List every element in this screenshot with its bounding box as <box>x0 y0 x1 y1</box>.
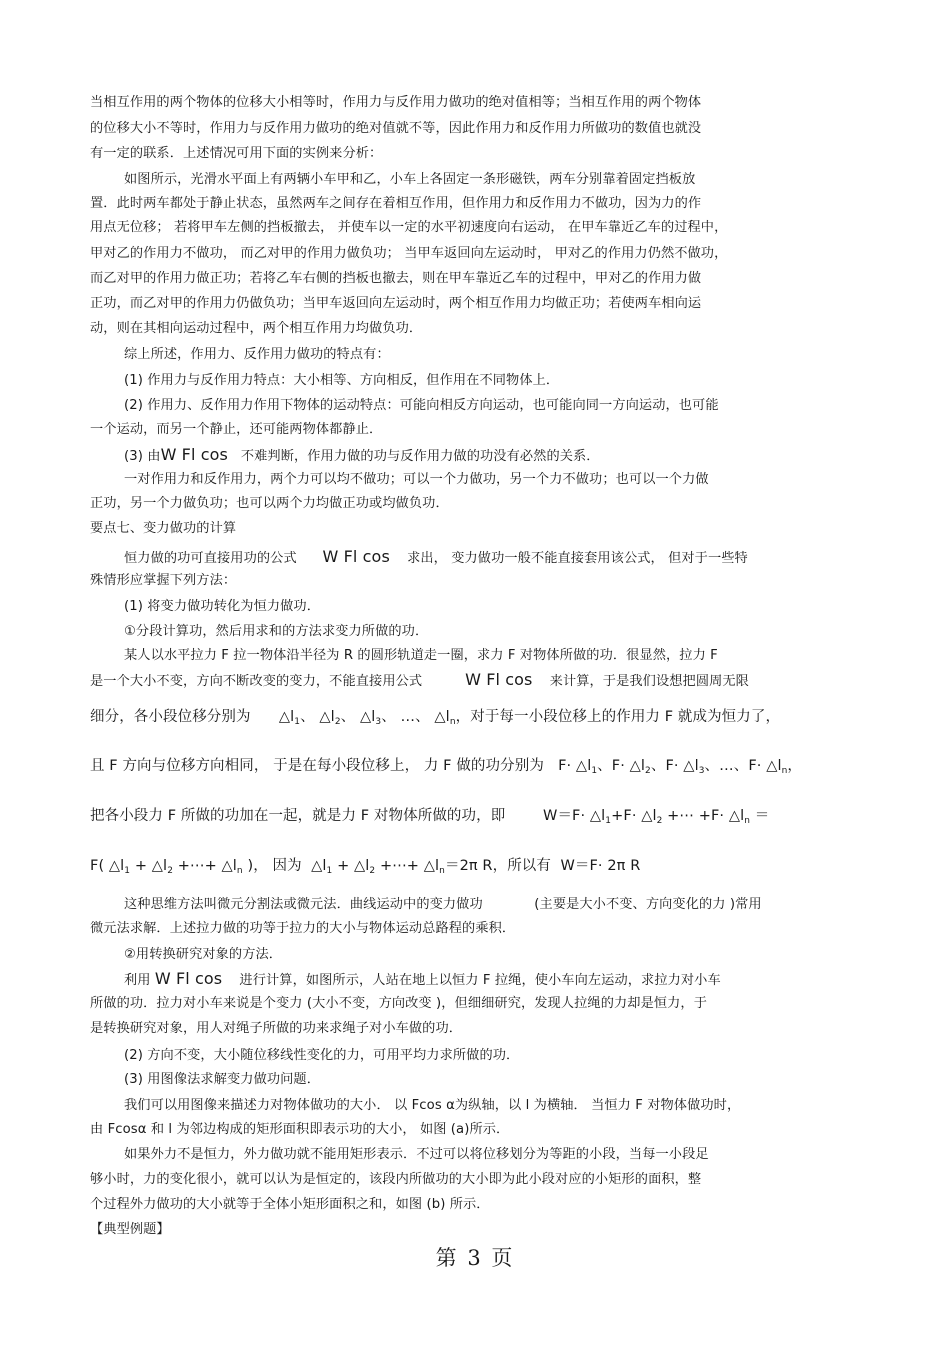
separator: 、 <box>650 758 666 774</box>
text-line: 当相互作用的两个物体的位移大小相等时，作用力与反作用力做功的绝对值相等；当相互作用的两个物体 <box>90 95 702 110</box>
separator: ， <box>787 758 802 774</box>
text-line: (3) 用图像法求解变力做功问题． <box>124 1072 321 1087</box>
text-line: (2) 作用力、反作用力作用下物体的运动特点：可能向相反方向运动，也可能向同一方向运动，也可能 <box>124 398 719 413</box>
text-line <box>124 548 748 568</box>
text-line: (2) 方向不变，大小随位移线性变化的力，可用平均力求所做的功． <box>124 1048 520 1063</box>
subscript: 2 <box>167 866 174 876</box>
text-line: 由 Fcosα 和 l 为邻边构成的矩形面积即表示功的大小， 如图 (a)所示． <box>90 1122 510 1137</box>
text-line: 我们可以用图像来描述力对物体做功的大小． 以 Fcos α为纵轴，以 l 为横轴． 当恒力 F 对物体做功时， <box>124 1098 741 1113</box>
work-formula: W Fl cos <box>160 445 228 464</box>
text-segment: ， 因为 <box>253 858 302 874</box>
work-sum: +⋯+ △l <box>173 858 237 874</box>
text-line: 如果外力不是恒力，外力做功就不能用矩形表示．不过可以将位移划分为等距的小段，当每一小段足 <box>124 1147 709 1162</box>
text-segment: 利用 <box>124 973 151 988</box>
text-segment: 且 F 方向与位移方向相同， 于是在每小段位移上， 力 F 做的功分别为 <box>90 758 544 774</box>
work-sum: ) <box>242 858 254 874</box>
text-segment: (主要是大小不变、方向变化的力 )常用 <box>534 897 762 912</box>
text-line <box>124 446 600 466</box>
text-line: 一个运动，而另一个静止，还可能两物体都静止． <box>90 422 383 437</box>
text-segment: 是一个大小不变，方向不断改变的变力，不能直接用公式 <box>90 674 423 689</box>
text-line: 如图所示，光滑水平面上有两辆小车甲和乙，小车上各固定一条形磁铁，两车分别靠着固定挡板放 <box>124 172 696 187</box>
subscript: 3 <box>375 717 382 727</box>
text-segment: 细分，各小段位移分别为 <box>90 709 251 725</box>
item-number: (3) 由 <box>124 449 161 464</box>
text-segment: ，所以有 <box>492 858 552 874</box>
text-line: 是转换研究对象，用人对绳子所做的功来求绳子对小车做的功． <box>90 1021 463 1036</box>
subscript: 1 <box>294 717 301 727</box>
subscript: 2 <box>656 816 663 826</box>
text-line <box>90 671 749 691</box>
text-line: 甲对乙的作用力不做功， 而乙对甲的作用力做负功； 当甲车返回向左运动时， 甲对乙的作用力仍然不做功， <box>90 246 728 261</box>
subscript: 1 <box>124 866 131 876</box>
subscript: n <box>744 816 751 826</box>
text-segment: ，对于每一小段位移上的作用力 F 就成为恒力了， <box>455 709 781 725</box>
text-line: 动，则在其相向运动过程中，两个相互作用力均做负功． <box>90 321 423 336</box>
text-line: 某人以水平拉力 F 拉一物体沿半径为 R 的圆形轨道走一圈，求力 F 对物体所做的功．很显然，拉力 F <box>124 648 718 663</box>
text-segment: 这种思维方法叫微元分割法或微元法．曲线运动中的变力做功 <box>124 897 483 912</box>
text-line: (1) 作用力与反作用力特点：大小相等、方向相反，但作用在不同物体上． <box>124 373 560 388</box>
text-segment: 来计算，于是我们设想把圆周无限 <box>549 674 749 689</box>
text-line: 微元法求解．上述拉力做的功等于拉力的大小与物体运动总路程的乘积． <box>90 921 516 936</box>
text-line: 够小时，力的变化很小，就可以认为是恒定的，该段内所做功的大小即为此小段对应的小矩形的面积，整 <box>90 1172 702 1187</box>
text-line: 置．此时两车都处于静止状态，虽然两车之间存在着相互作用，但作用力和反作用力不做功，因为力的作 <box>90 196 702 211</box>
text-line: 正功，另一个力做负功；也可以两个力均做正功或均做负功． <box>90 496 449 511</box>
path-sum: + △l <box>332 858 370 874</box>
text-line <box>124 970 721 990</box>
delta-l2: △l <box>319 709 335 725</box>
text-line: 而乙对甲的作用力做正功；若将乙车右侧的挡板也撤去，则在甲车靠近乙车的过程中，甲对乙的作用力做 <box>90 271 702 286</box>
separator: 、 <box>340 709 356 725</box>
path-sum: +⋯+ △l <box>375 858 440 874</box>
text-line: 综上所述，作用力、反作用力做功的特点有： <box>124 347 390 362</box>
text-segment: 求出， 变力做功一般不能直接套用该公式， 但对于一些特 <box>407 551 748 566</box>
separator: 、 …、 <box>381 709 430 725</box>
section-heading: 要点七、变力做功的计算 <box>90 521 237 536</box>
subscript: n <box>781 766 788 776</box>
text-line: ②用转换研究对象的方法． <box>124 947 283 962</box>
subscript: n <box>236 866 243 876</box>
work-sum: ＝ <box>750 808 770 824</box>
subscript: 2 <box>645 766 651 776</box>
text-line: (1) 将变力做功转化为恒力做功． <box>124 599 321 614</box>
work-formula: W Fl cos <box>154 969 223 988</box>
text-segment: 不难判断，作用力做的功与反作用力做的功没有必然的关系． <box>240 449 600 464</box>
text-line <box>124 896 762 914</box>
force-delta: 、…、F· △l <box>704 758 782 774</box>
work-formula: W Fl cos <box>322 547 390 566</box>
subscript: 3 <box>698 766 705 776</box>
text-line <box>90 708 780 731</box>
force-delta: F· △l <box>665 758 699 774</box>
text-segment: 恒力做的功可直接用功的公式 <box>124 551 297 566</box>
text-line <box>90 757 802 780</box>
text-line: 所做的功．拉力对小车来说是个变力 (大小不变，方向改变 )，但细细研究，发现人拉绳的力却是恒力，于 <box>90 996 708 1011</box>
text-line: 用点无位移； 若将甲车左侧的挡板撤去， 并使车以一定的水平初速度向右运动， 在甲车靠近乙车的过程中， <box>90 220 728 235</box>
work-sum: W＝F· △l <box>543 808 606 824</box>
text-segment: 进行计算，如图所示，人站在地上以恒力 F 拉绳，使小车向左运动，求拉力对小车 <box>239 973 721 988</box>
separator: 、 <box>300 709 315 725</box>
subscript: 1 <box>591 766 598 776</box>
subscript: n <box>449 717 456 727</box>
text-line: 一对作用力和反作用力，两个力可以均不做功；可以一个力做功，另一个力不做功；也可以一个力做 <box>124 472 709 487</box>
text-segment: 把各小段力 F 所做的功加在一起，就是力 F 对物体所做的功，即 <box>90 808 506 824</box>
subscript: 1 <box>605 816 612 826</box>
subscript: 2 <box>334 717 341 727</box>
subscript: n <box>439 866 445 876</box>
text-line: ①分段计算功，然后用求和的方法求变力所做的功． <box>124 624 429 639</box>
path-sum: ＝2π R <box>444 858 493 874</box>
subscript: 2 <box>369 866 376 876</box>
work-sum: +F· △l <box>611 808 657 824</box>
text-line: 正功，而乙对甲的作用力仍做负功；当甲车返回向左运动时，两个相互作用力均做正功；若使两车相向运 <box>90 296 702 311</box>
separator: 、 <box>597 758 612 774</box>
text-line: 殊情形应掌握下列方法： <box>90 573 237 588</box>
subscript: 1 <box>326 866 333 876</box>
work-result: W＝F· 2π R <box>560 858 641 874</box>
section-heading: 【典型例题】 <box>90 1222 170 1237</box>
text-line: 有一定的联系．上述情况可用下面的实例来分析： <box>90 146 383 161</box>
work-sum: + △l <box>130 858 168 874</box>
delta-l3: △l <box>359 709 376 725</box>
text-line <box>90 807 769 830</box>
path-sum: △l <box>311 858 327 874</box>
delta-ln: △l <box>434 709 450 725</box>
delta-l1: △l <box>278 709 295 725</box>
work-sum: +⋯ +F· △l <box>662 808 745 824</box>
force-delta: F· △l <box>611 758 646 774</box>
page-number: 第 3 页 <box>435 1246 515 1270</box>
text-line <box>90 857 640 880</box>
work-formula: W Fl cos <box>465 670 533 689</box>
text-line: 的位移大小不等时，作用力与反作用力做功的绝对值就不等，因此作用力和反作用力所做功的数值也就没 <box>90 121 702 136</box>
text-line: 个过程外力做功的大小就等于全体小矩形面积之和，如图 (b) 所示． <box>90 1197 490 1212</box>
work-sum: F( △l <box>90 858 125 874</box>
force-delta: F· △l <box>558 758 592 774</box>
